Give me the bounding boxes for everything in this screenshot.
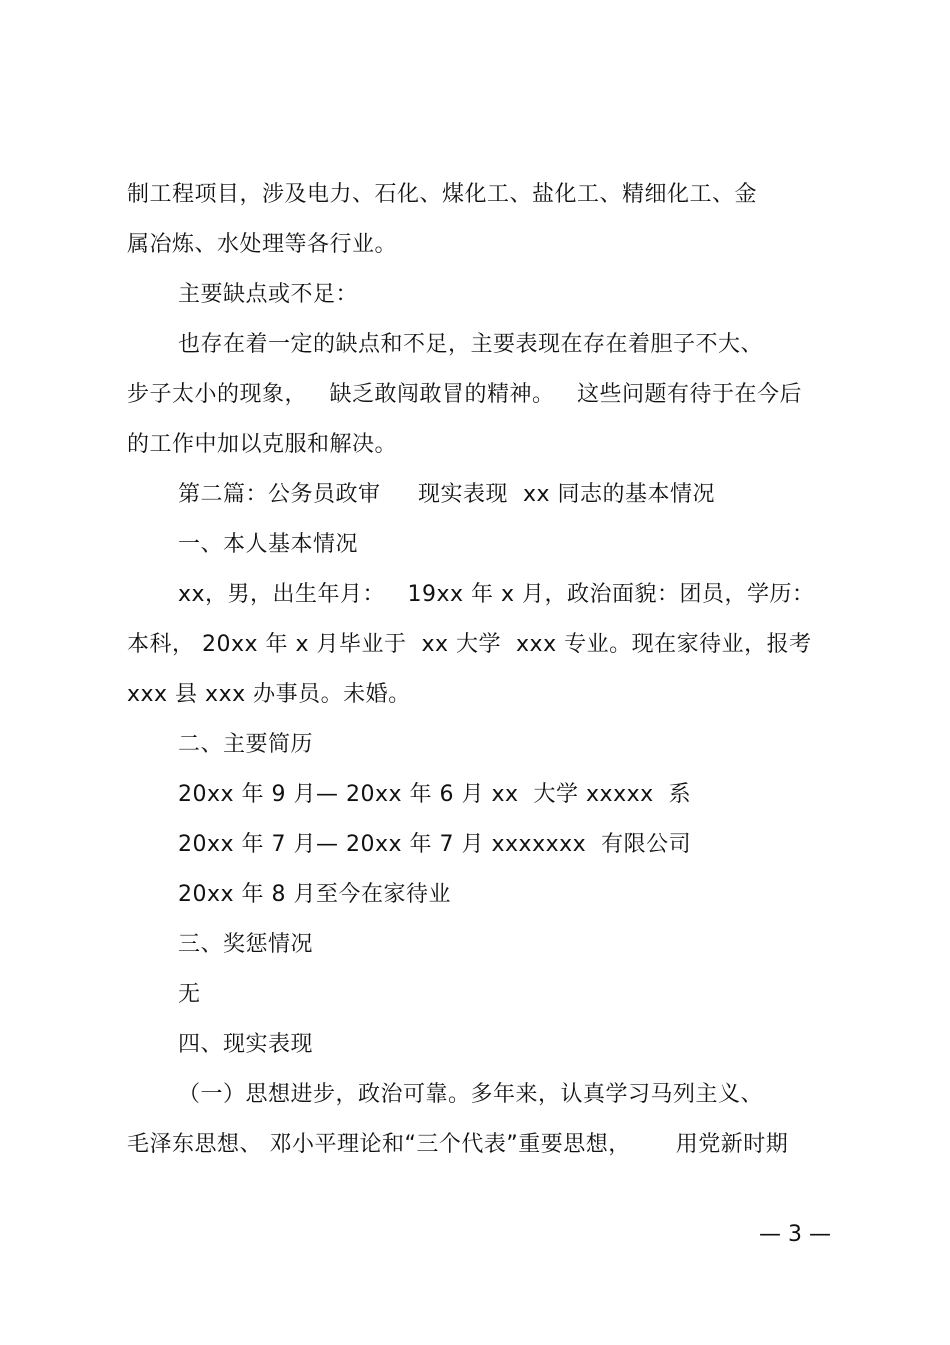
section-heading: 四、现实表现	[178, 1032, 314, 1057]
resume-entry: 20xx 年 8 月至今在家待业	[178, 882, 452, 907]
body-text-line: 属冶炼、水处理等各行业。	[127, 232, 398, 257]
body-text-line: 毛泽东思想、 邓小平理论和“三个代表”重要思想， 用党新时期	[127, 1132, 789, 1157]
section-heading: 一、本人基本情况	[178, 532, 359, 557]
body-text-line: xxx 县 xxx 办事员。未婚。	[127, 682, 411, 707]
section-heading: 主要缺点或不足：	[178, 282, 359, 307]
section-heading: 三、奖惩情况	[178, 932, 314, 957]
body-text-line: 本科， 20xx 年 x 月毕业于 xx 大学 xxx 专业。现在家待业，报考	[127, 632, 812, 657]
resume-entry: 20xx 年 9 月— 20xx 年 6 月 xx 大学 xxxxx 系	[178, 782, 692, 807]
section-heading: 二、主要简历	[178, 732, 314, 757]
body-text-line: 制工程项目，涉及电力、石化、煤化工、盐化工、精细化工、金	[127, 182, 758, 207]
chapter-title: 第二篇：公务员政审 现实表现 xx 同志的基本情况	[178, 482, 715, 507]
resume-entry: 20xx 年 7 月— 20xx 年 7 月 xxxxxxx 有限公司	[178, 832, 692, 857]
body-text-line: 的工作中加以克服和解决。	[127, 432, 398, 457]
body-text-line: 也存在着一定的缺点和不足，主要表现在存在着胆子不大、	[178, 332, 764, 357]
page-number: — 3 —	[759, 1222, 831, 1247]
body-text-line: 步子太小的现象， 缺乏敢闯敢冒的精神。 这些问题有待于在今后	[127, 382, 802, 407]
body-text-line: xx，男，出生年月： 19xx 年 x 月，政治面貌：团员，学历：	[178, 582, 815, 607]
body-text-line: 无	[178, 982, 201, 1007]
body-text-line: （一）思想进步，政治可靠。多年来，认真学习马列主义、	[178, 1082, 764, 1107]
